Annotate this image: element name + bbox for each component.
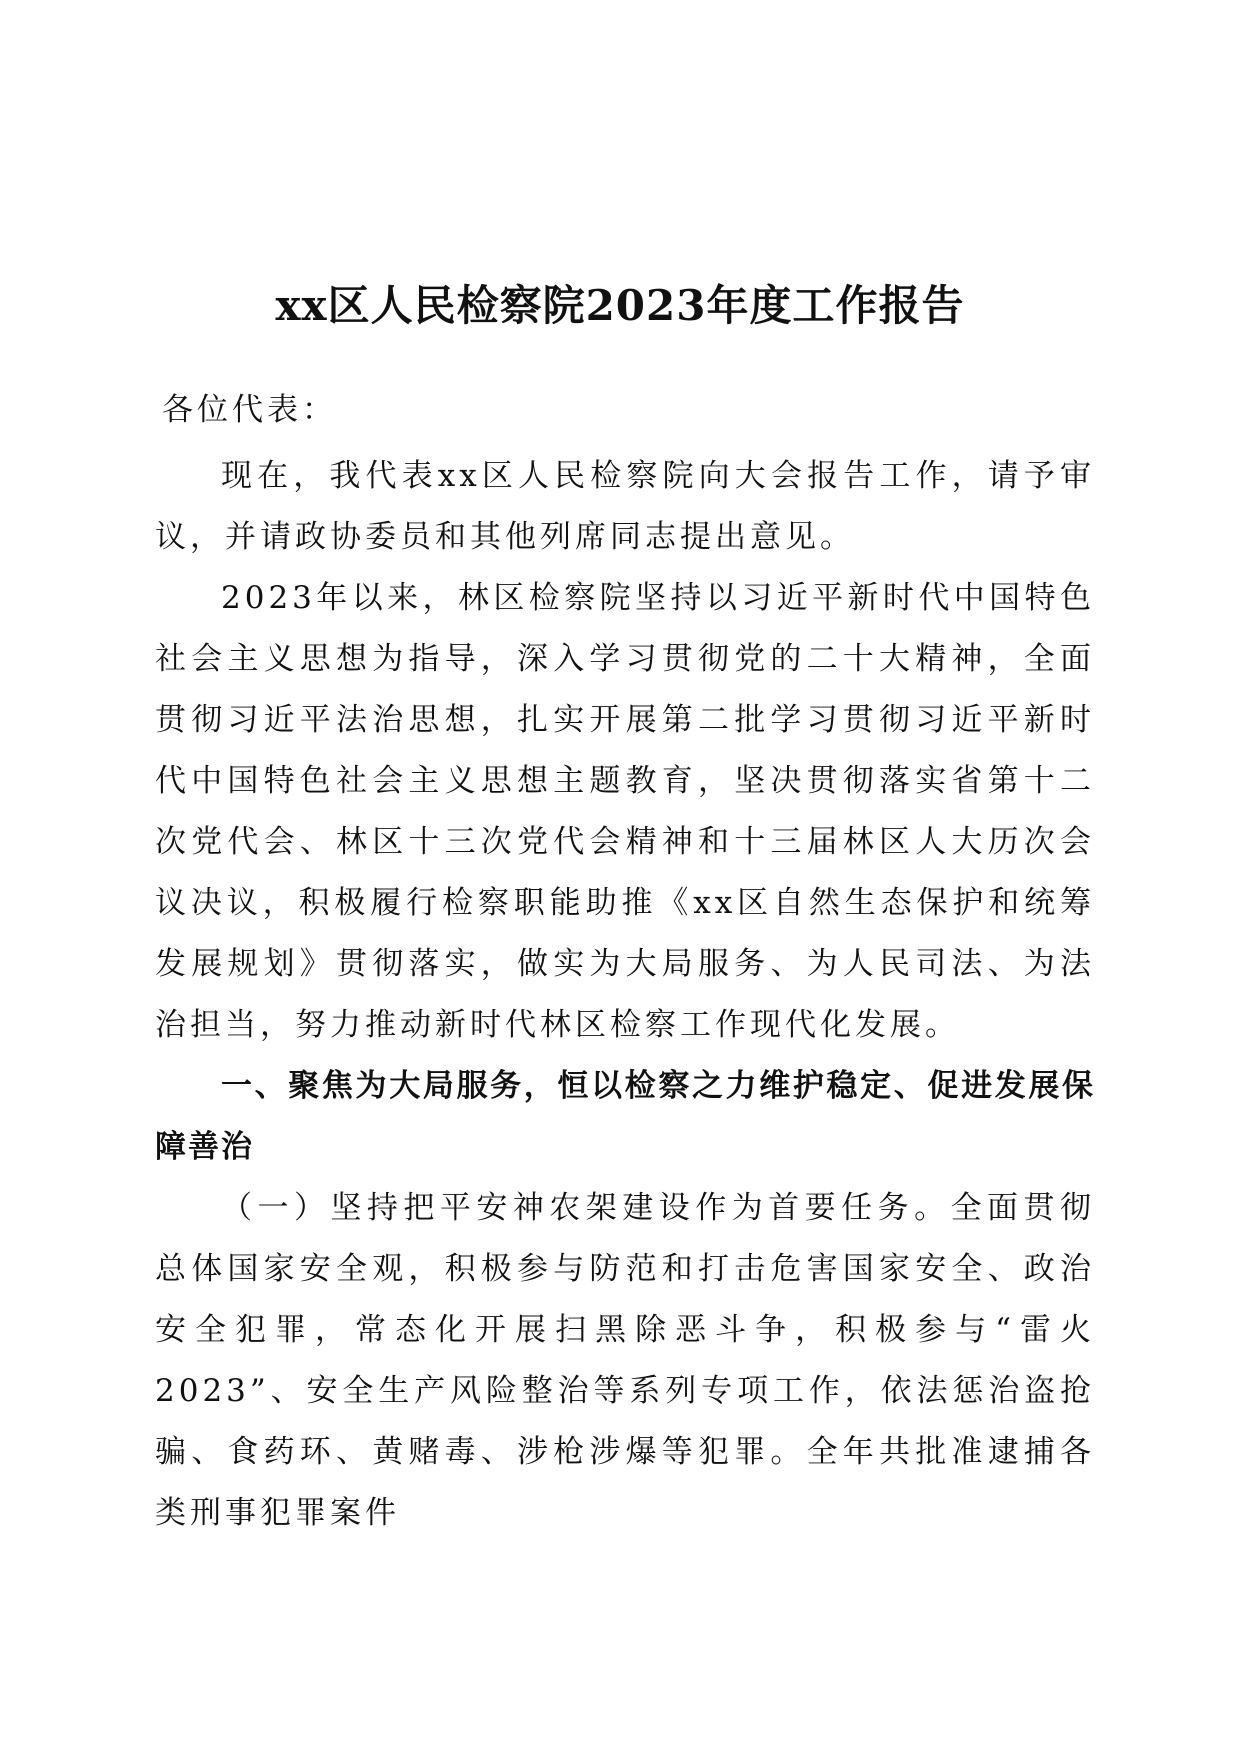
body-paragraph: 2023年以来，林区检察院坚持以习近平新时代中国特色社会主义思想为指导，深入学习贯彻党的二十大精神，全面贯彻习近平法治思想，扎实开展第二批学习贯彻习近平新时代中国特色社会主义思想主题教育，坚决贯彻落实省第十二次党代会、林区十三次党代会精神和十三届林区人大历次会议决议，积极履行检察职能助推《xx区自然生态保护和统筹发展规划》贯彻落实，做实为大局服务、为人民司法、为法治担当，努力推动新时代林区检察工作现代化发展。 [155, 580, 1095, 1043]
document-title: xx区人民检察院2023年度工作报告 [275, 281, 965, 331]
subsection-paragraph: （一）坚持把平安神农架建设作为首要任务。全面贯彻总体国家安全观，积极参与防范和打击危害国家安全、政治安全犯罪，常态化开展扫黑除恶斗争，积极参与“雷火2023”、安全生产风险整治等系列专项工作，依法惩治盗抢骗、食药环、黄赌毒、涉枪涉爆等犯罪。全年共批准逮捕各类刑事犯罪案件 [155, 1190, 1095, 1531]
document-body [155, 380, 1095, 1544]
section-heading: 一、聚焦为大局服务，恒以检察之力维护稳定、促进发展保障善治 [155, 1068, 1095, 1165]
body-paragraph: 现在，我代表xx区人民检察院向大会报告工作，请予审议，并请政协委员和其他列席同志提出意见。 [155, 458, 1095, 555]
salutation: 各位代表： [162, 392, 337, 428]
